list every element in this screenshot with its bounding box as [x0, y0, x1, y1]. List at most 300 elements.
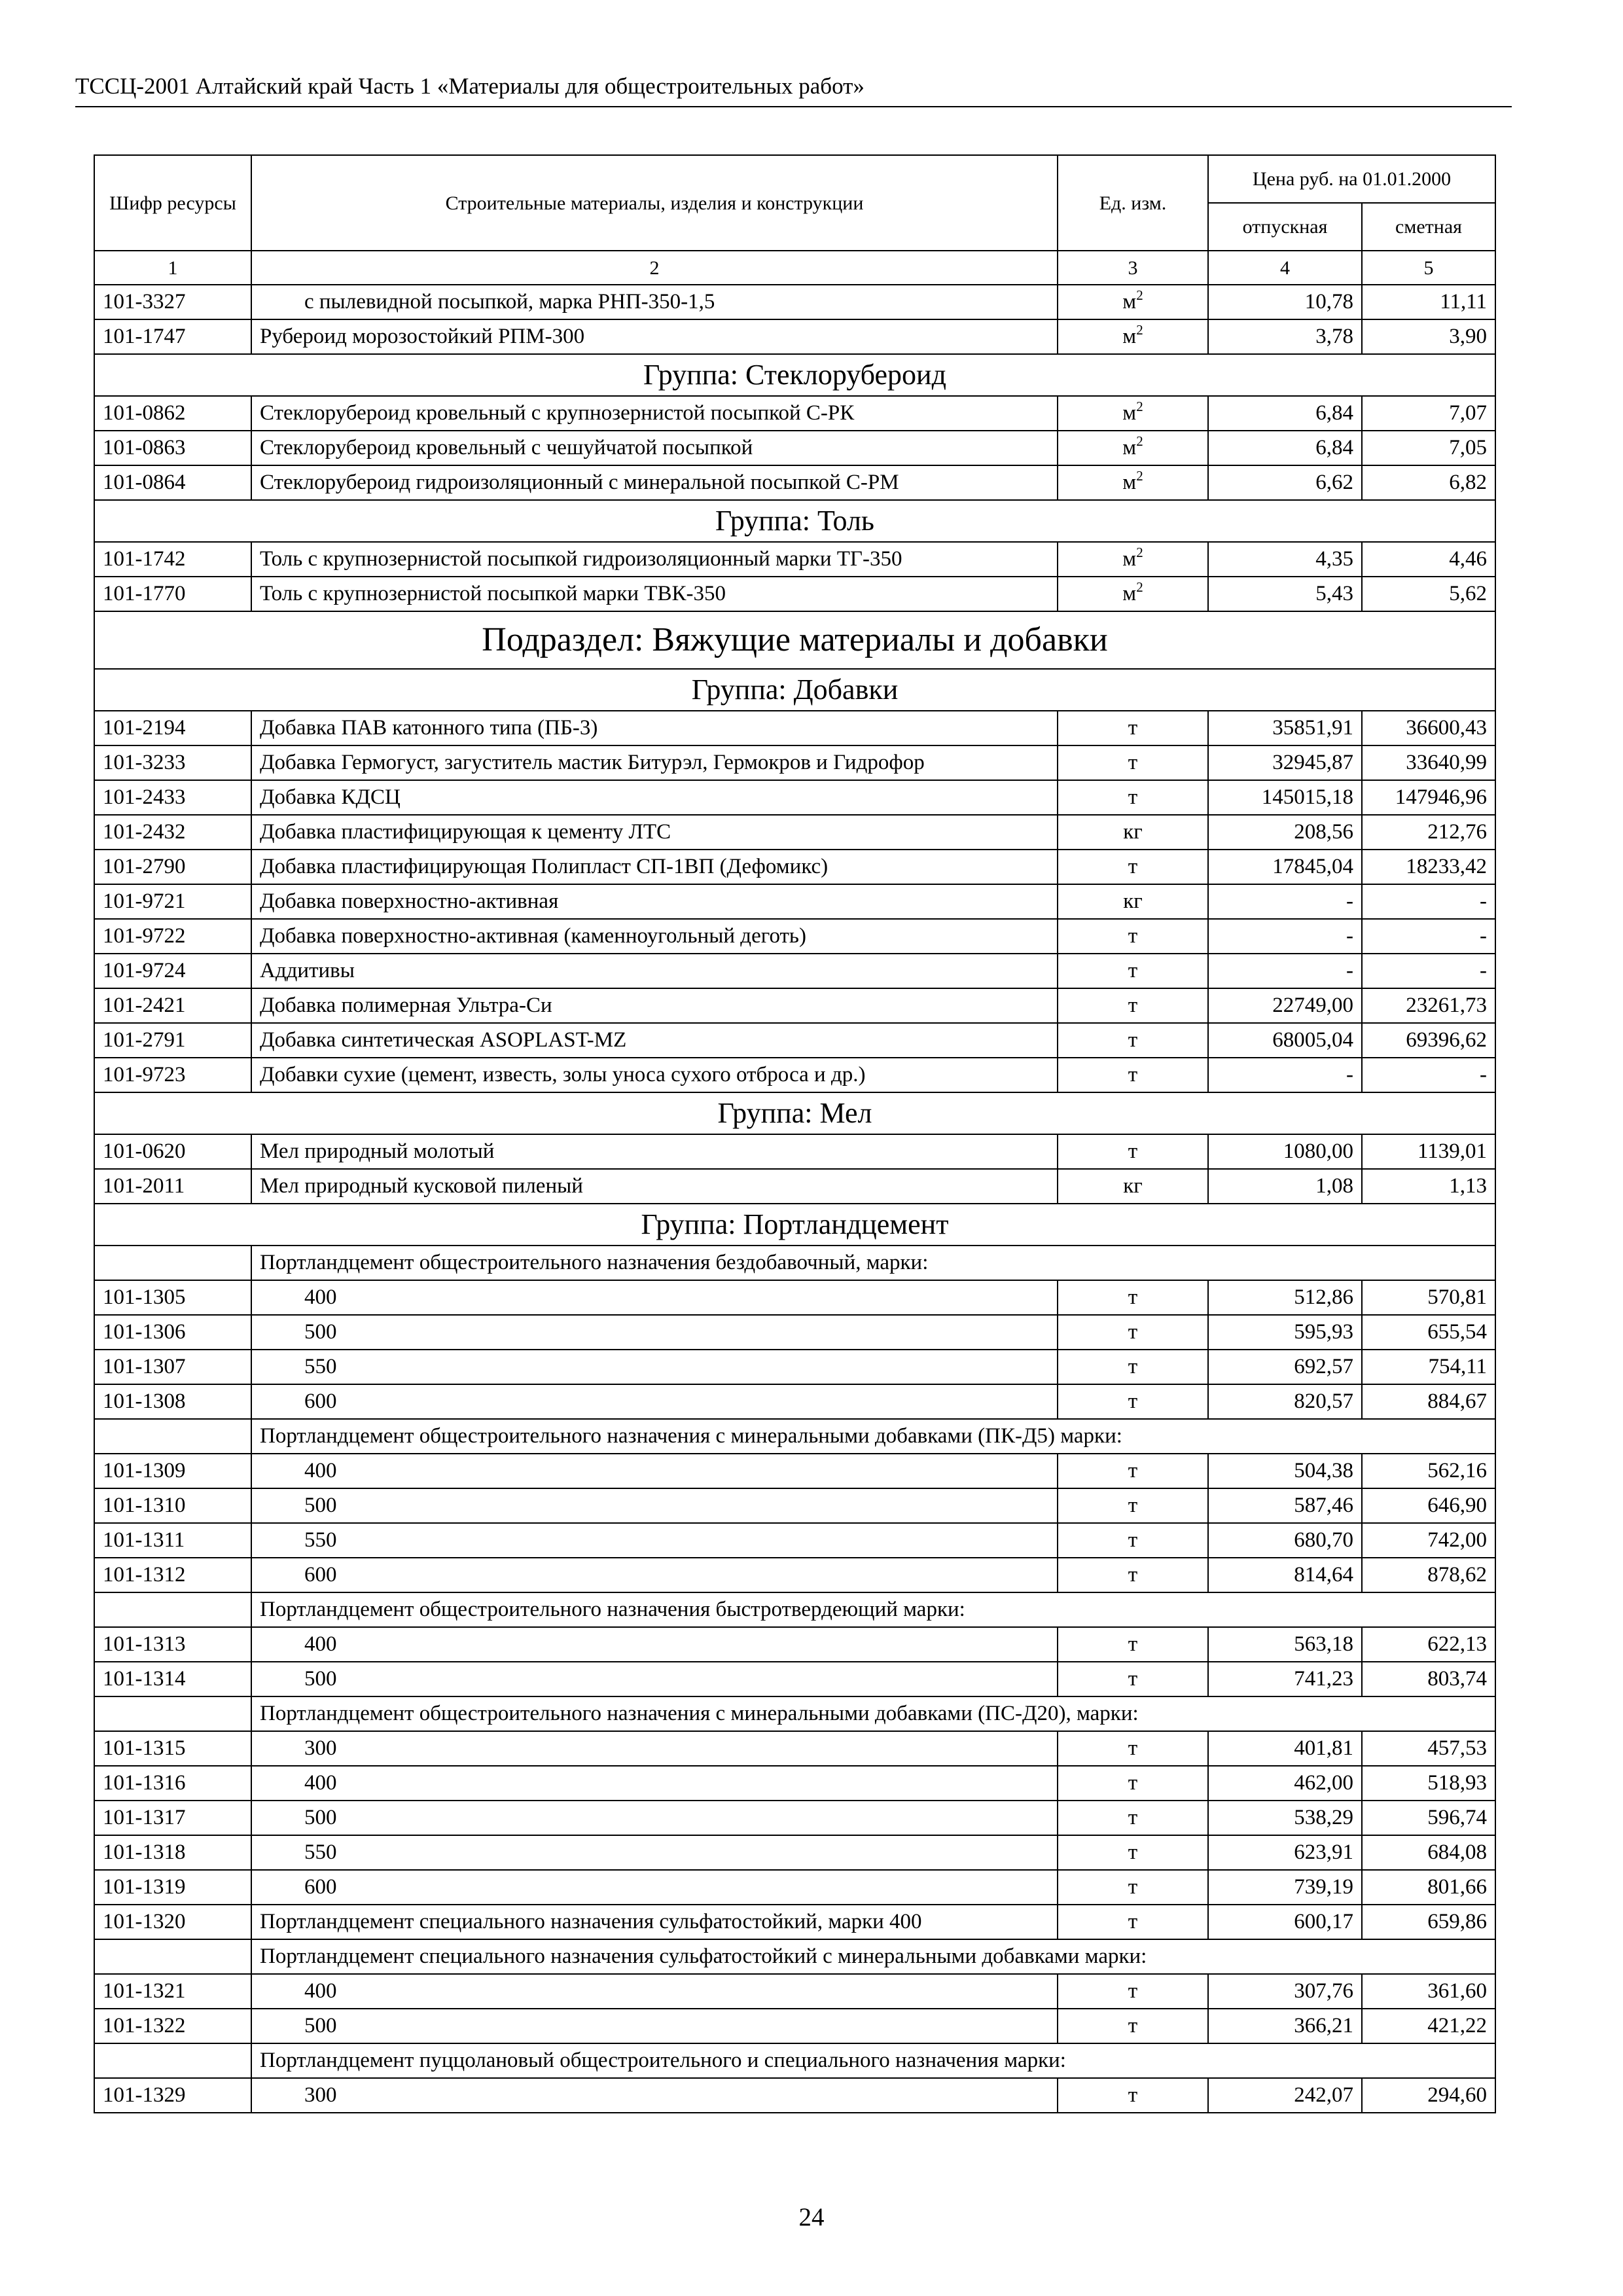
- release-price: 6,84: [1208, 396, 1362, 431]
- estimate-price: 742,00: [1362, 1523, 1495, 1558]
- release-price: 32945,87: [1208, 745, 1362, 780]
- unit-text: т: [1128, 1771, 1138, 1795]
- material-name: 300: [251, 1731, 1058, 1766]
- unit-text: кг: [1123, 889, 1143, 914]
- material-name: 500: [251, 2009, 1058, 2043]
- estimate-price: -: [1362, 1058, 1495, 1092]
- release-price: 1,08: [1208, 1169, 1362, 1204]
- estimate-price: 5,62: [1362, 577, 1495, 611]
- release-price: 512,86: [1208, 1280, 1362, 1315]
- estimate-price: 684,08: [1362, 1835, 1495, 1870]
- release-price: 504,38: [1208, 1454, 1362, 1488]
- material-name: 400: [251, 1454, 1058, 1488]
- estimate-price: 421,22: [1362, 2009, 1495, 2043]
- table-row: [94, 1974, 1495, 2009]
- resource-code: 101-2433: [94, 780, 251, 815]
- section-heading: Подраздел: Вяжущие материалы и добавки: [94, 611, 1495, 669]
- unit-text: т: [1128, 2083, 1138, 2108]
- resource-code: 101-1308: [94, 1384, 251, 1419]
- unit-text: т: [1128, 1528, 1138, 1552]
- subheading-text: Портландцемент общестроительного назначения с минеральными добавками (ПК-Д5) марки:: [251, 1419, 1495, 1454]
- estimate-price: 659,86: [1362, 1905, 1495, 1939]
- subheading-row: [94, 1696, 1495, 1731]
- unit-text: т: [1128, 2014, 1138, 2038]
- unit-cell: [1058, 1662, 1208, 1696]
- table-row: [94, 1870, 1495, 1905]
- unit-text: т: [1128, 1806, 1138, 1830]
- release-price: 401,81: [1208, 1731, 1362, 1766]
- subheading-row: [94, 1419, 1495, 1454]
- subheading-text: Портландцемент общестроительного назначения с минеральными добавками (ПС-Д20), марки:: [251, 1696, 1495, 1731]
- table-row: [94, 396, 1495, 431]
- unit-cell: [1058, 988, 1208, 1023]
- unit-text: м: [1122, 582, 1137, 606]
- table-row: [94, 780, 1495, 815]
- material-name: 400: [251, 1766, 1058, 1801]
- release-price: 3,78: [1208, 319, 1362, 354]
- table-row: [94, 1905, 1495, 1939]
- unit-cell: [1058, 319, 1208, 354]
- resource-code: 101-1318: [94, 1835, 251, 1870]
- subheading-code-cell: [94, 1246, 251, 1280]
- release-price: 462,00: [1208, 1766, 1362, 1801]
- table-row: [94, 1315, 1495, 1350]
- material-name: с пылевидной посыпкой, марка РНП-350-1,5: [251, 285, 1058, 319]
- estimate-price: 655,54: [1362, 1315, 1495, 1350]
- material-name: 600: [251, 1384, 1058, 1419]
- unit-text: т: [1128, 716, 1138, 740]
- unit-text: м: [1122, 325, 1137, 349]
- unit-text: т: [1128, 1028, 1138, 1052]
- table-row: [94, 1731, 1495, 1766]
- group-heading: Группа: Добавки: [94, 669, 1495, 711]
- header-release-price: отпускная: [1208, 203, 1362, 251]
- resource-code: 101-1314: [94, 1662, 251, 1696]
- unit-text: м: [1122, 471, 1137, 495]
- release-price: 680,70: [1208, 1523, 1362, 1558]
- material-name: Добавка ПАВ катонного типа (ПБ-3): [251, 711, 1058, 745]
- price-table: [94, 154, 1496, 2113]
- group-row: [94, 669, 1495, 711]
- resource-code: 101-1322: [94, 2009, 251, 2043]
- unit-text: т: [1128, 1320, 1138, 1344]
- unit-cell: [1058, 780, 1208, 815]
- subheading-code-cell: [94, 1592, 251, 1627]
- estimate-price: 4,46: [1362, 542, 1495, 577]
- unit-cell: [1058, 431, 1208, 465]
- group-heading: Группа: Толь: [94, 500, 1495, 542]
- unit-text: т: [1128, 1139, 1138, 1164]
- unit-cell: [1058, 1801, 1208, 1835]
- subheading-code-cell: [94, 2043, 251, 2078]
- material-name: Стеклорубероид кровельный с крупнозернистой посыпкой С-РК: [251, 396, 1058, 431]
- resource-code: 101-2791: [94, 1023, 251, 1058]
- resource-code: 101-1320: [94, 1905, 251, 1939]
- table-row: [94, 1488, 1495, 1523]
- table-row: [94, 1662, 1495, 1696]
- unit-cell: [1058, 577, 1208, 611]
- resource-code: 101-0864: [94, 465, 251, 500]
- table-row: [94, 2009, 1495, 2043]
- unit-cell: [1058, 1870, 1208, 1905]
- resource-code: 101-9724: [94, 954, 251, 988]
- release-price: 692,57: [1208, 1350, 1362, 1384]
- release-price: 600,17: [1208, 1905, 1362, 1939]
- subheading-row: [94, 1246, 1495, 1280]
- unit-cell: [1058, 1384, 1208, 1419]
- estimate-price: 457,53: [1362, 1731, 1495, 1766]
- subheading-row: [94, 1592, 1495, 1627]
- subheading-text: Портландцемент общестроительного назначения бездобавочный, марки:: [251, 1246, 1495, 1280]
- unit-cell: [1058, 1835, 1208, 1870]
- estimate-price: 11,11: [1362, 285, 1495, 319]
- material-name: Стеклорубероид гидроизоляционный с минеральной посыпкой С-РМ: [251, 465, 1058, 500]
- group-heading: Группа: Мел: [94, 1092, 1495, 1134]
- unit-cell: [1058, 745, 1208, 780]
- table-row: [94, 884, 1495, 919]
- unit-cell: [1058, 1315, 1208, 1350]
- release-price: -: [1208, 884, 1362, 919]
- estimate-price: 69396,62: [1362, 1023, 1495, 1058]
- release-price: 6,62: [1208, 465, 1362, 500]
- unit-cell: [1058, 1905, 1208, 1939]
- material-name: 600: [251, 1870, 1058, 1905]
- unit-cell: [1058, 285, 1208, 319]
- unit-cell: [1058, 542, 1208, 577]
- unit-text: т: [1128, 924, 1138, 948]
- resource-code: 101-1317: [94, 1801, 251, 1835]
- page-number: 24: [798, 2203, 825, 2231]
- table-row: [94, 745, 1495, 780]
- unit-cell: [1058, 1558, 1208, 1592]
- unit-text: т: [1128, 785, 1138, 810]
- resource-code: 101-1307: [94, 1350, 251, 1384]
- table-row: [94, 285, 1495, 319]
- material-name: Аддитивы: [251, 954, 1058, 988]
- estimate-price: 754,11: [1362, 1350, 1495, 1384]
- estimate-price: 596,74: [1362, 1801, 1495, 1835]
- unit-text: т: [1128, 1875, 1138, 1899]
- unit-text: м: [1122, 401, 1137, 425]
- table-row: [94, 711, 1495, 745]
- table-row: [94, 850, 1495, 884]
- resource-code: 101-9722: [94, 919, 251, 954]
- release-price: 6,84: [1208, 431, 1362, 465]
- unit-cell: [1058, 2078, 1208, 2113]
- material-name: 400: [251, 1627, 1058, 1662]
- release-price: 68005,04: [1208, 1023, 1362, 1058]
- estimate-price: 6,82: [1362, 465, 1495, 500]
- release-price: 307,76: [1208, 1974, 1362, 2009]
- unit-cell: [1058, 1766, 1208, 1801]
- material-name: Добавка поверхностно-активная: [251, 884, 1058, 919]
- resource-code: 101-1770: [94, 577, 251, 611]
- subheading-code-cell: [94, 1939, 251, 1974]
- estimate-price: -: [1362, 954, 1495, 988]
- release-price: 563,18: [1208, 1627, 1362, 1662]
- release-price: 17845,04: [1208, 850, 1362, 884]
- unit-text: т: [1128, 1667, 1138, 1691]
- material-name: Добавка поверхностно-активная (каменноугольный деготь): [251, 919, 1058, 954]
- release-price: 587,46: [1208, 1488, 1362, 1523]
- unit-text: т: [1128, 1390, 1138, 1414]
- release-price: 739,19: [1208, 1870, 1362, 1905]
- material-name: Стеклорубероид кровельный с чешуйчатой посыпкой: [251, 431, 1058, 465]
- table-row: [94, 1454, 1495, 1488]
- table-row: [94, 1169, 1495, 1204]
- unit-exponent: 2: [1136, 433, 1143, 450]
- unit-text: т: [1128, 751, 1138, 775]
- header-rule: [75, 106, 1512, 107]
- table-body: [94, 285, 1495, 2113]
- unit-exponent: 2: [1136, 322, 1143, 338]
- table-row: [94, 1134, 1495, 1169]
- subheading-code-cell: [94, 1419, 251, 1454]
- unit-cell: [1058, 1134, 1208, 1169]
- estimate-price: 18233,42: [1362, 850, 1495, 884]
- release-price: 10,78: [1208, 285, 1362, 319]
- column-number: 3: [1058, 251, 1208, 285]
- resource-code: 101-1312: [94, 1558, 251, 1592]
- material-name: 550: [251, 1350, 1058, 1384]
- material-name: Добавки сухие (цемент, известь, золы уноса сухого отброса и др.): [251, 1058, 1058, 1092]
- unit-cell: [1058, 850, 1208, 884]
- column-number: 2: [251, 251, 1058, 285]
- release-price: 1080,00: [1208, 1134, 1362, 1169]
- resource-code: 101-2432: [94, 815, 251, 850]
- unit-cell: [1058, 1731, 1208, 1766]
- material-name: Добавка Гермогуст, загуститель мастик Битурэл, Гермокров и Гидрофор: [251, 745, 1058, 780]
- material-name: Добавка синтетическая ASOPLAST-MZ: [251, 1023, 1058, 1058]
- group-heading: Группа: Портландцемент: [94, 1204, 1495, 1246]
- unit-cell: [1058, 1454, 1208, 1488]
- release-price: 741,23: [1208, 1662, 1362, 1696]
- table-row: [94, 431, 1495, 465]
- unit-text: т: [1128, 1285, 1138, 1310]
- resource-code: 101-1329: [94, 2078, 251, 2113]
- unit-text: м: [1122, 436, 1137, 460]
- unit-text: кг: [1123, 1174, 1143, 1198]
- table-row: [94, 577, 1495, 611]
- unit-cell: [1058, 1974, 1208, 2009]
- resource-code: 101-1310: [94, 1488, 251, 1523]
- estimate-price: -: [1362, 919, 1495, 954]
- release-price: -: [1208, 1058, 1362, 1092]
- resource-code: 101-1311: [94, 1523, 251, 1558]
- subheading-text: Портландцемент специального назначения сульфатостойкий с минеральными добавками марки:: [251, 1939, 1495, 1974]
- subheading-row: [94, 2043, 1495, 2078]
- table-row: [94, 1523, 1495, 1558]
- release-price: 5,43: [1208, 577, 1362, 611]
- unit-text: т: [1128, 1459, 1138, 1483]
- page-header: ТССЦ-2001 Алтайский край Часть 1 «Материалы для общестроительных работ»: [75, 73, 865, 99]
- unit-cell: [1058, 1058, 1208, 1092]
- unit-text: кг: [1123, 820, 1143, 844]
- unit-cell: [1058, 1488, 1208, 1523]
- material-name: 600: [251, 1558, 1058, 1592]
- unit-text: т: [1128, 1063, 1138, 1087]
- material-name: Добавка КДСЦ: [251, 780, 1058, 815]
- subheading-text: Портландцемент общестроительного назначения быстротвердеющий марки:: [251, 1592, 1495, 1627]
- release-price: -: [1208, 919, 1362, 954]
- table-row: [94, 1835, 1495, 1870]
- release-price: 35851,91: [1208, 711, 1362, 745]
- release-price: 366,21: [1208, 2009, 1362, 2043]
- resource-code: 101-3233: [94, 745, 251, 780]
- estimate-price: 570,81: [1362, 1280, 1495, 1315]
- material-name: Добавка пластифицирующая к цементу ЛТС: [251, 815, 1058, 850]
- estimate-price: 518,93: [1362, 1766, 1495, 1801]
- release-price: 814,64: [1208, 1558, 1362, 1592]
- unit-text: т: [1128, 855, 1138, 879]
- unit-exponent: 2: [1136, 579, 1143, 596]
- header-code: Шифр ресурсы: [94, 155, 251, 251]
- estimate-price: 147946,96: [1362, 780, 1495, 815]
- unit-text: т: [1128, 1840, 1138, 1865]
- table-row: [94, 988, 1495, 1023]
- resource-code: 101-1747: [94, 319, 251, 354]
- unit-cell: [1058, 815, 1208, 850]
- table-row: [94, 542, 1495, 577]
- material-name: Толь с крупнозернистой посыпкой гидроизоляционный марки ТГ-350: [251, 542, 1058, 577]
- material-name: Толь с крупнозернистой посыпкой марки ТВК-350: [251, 577, 1058, 611]
- unit-text: т: [1128, 1632, 1138, 1657]
- unit-cell: [1058, 1280, 1208, 1315]
- table-row: [94, 2078, 1495, 2113]
- group-row: [94, 1092, 1495, 1134]
- resource-code: 101-3327: [94, 285, 251, 319]
- header-unit: Ед. изм.: [1058, 155, 1208, 251]
- table-row: [94, 319, 1495, 354]
- unit-text: т: [1128, 1563, 1138, 1587]
- release-price: 820,57: [1208, 1384, 1362, 1419]
- estimate-price: -: [1362, 884, 1495, 919]
- unit-text: т: [1128, 994, 1138, 1018]
- material-name: Добавка пластифицирующая Полипласт СП-1ВП (Дефомикс): [251, 850, 1058, 884]
- material-name: 500: [251, 1662, 1058, 1696]
- subheading-text: Портландцемент пуццолановый общестроительного и специального назначения марки:: [251, 2043, 1495, 2078]
- material-name: 300: [251, 2078, 1058, 2113]
- estimate-price: 646,90: [1362, 1488, 1495, 1523]
- resource-code: 101-1313: [94, 1627, 251, 1662]
- release-price: 208,56: [1208, 815, 1362, 850]
- estimate-price: 622,13: [1362, 1627, 1495, 1662]
- material-name: 400: [251, 1280, 1058, 1315]
- estimate-price: 36600,43: [1362, 711, 1495, 745]
- unit-text: т: [1128, 959, 1138, 983]
- unit-text: т: [1128, 1355, 1138, 1379]
- estimate-price: 3,90: [1362, 319, 1495, 354]
- group-row: [94, 354, 1495, 396]
- unit-cell: [1058, 1523, 1208, 1558]
- release-price: 623,91: [1208, 1835, 1362, 1870]
- release-price: -: [1208, 954, 1362, 988]
- estimate-price: 878,62: [1362, 1558, 1495, 1592]
- unit-cell: [1058, 465, 1208, 500]
- group-heading: Группа: Стеклорубероид: [94, 354, 1495, 396]
- unit-exponent: 2: [1136, 468, 1143, 484]
- material-name: 500: [251, 1315, 1058, 1350]
- material-name: 550: [251, 1835, 1058, 1870]
- unit-cell: [1058, 1350, 1208, 1384]
- material-name: Рубероид морозостойкий РПМ-300: [251, 319, 1058, 354]
- resource-code: 101-1316: [94, 1766, 251, 1801]
- resource-code: 101-0863: [94, 431, 251, 465]
- unit-cell: [1058, 954, 1208, 988]
- section-row: [94, 611, 1495, 669]
- group-row: [94, 500, 1495, 542]
- resource-code: 101-2194: [94, 711, 251, 745]
- table-row: [94, 1058, 1495, 1092]
- table-row: [94, 1801, 1495, 1835]
- column-number: 4: [1208, 251, 1362, 285]
- unit-text: м: [1122, 547, 1137, 571]
- estimate-price: 7,05: [1362, 431, 1495, 465]
- resource-code: 101-1321: [94, 1974, 251, 2009]
- resource-code: 101-9721: [94, 884, 251, 919]
- unit-cell: [1058, 2009, 1208, 2043]
- estimate-price: 562,16: [1362, 1454, 1495, 1488]
- table-row: [94, 1627, 1495, 1662]
- release-price: 595,93: [1208, 1315, 1362, 1350]
- header-name: Строительные материалы, изделия и конструкции: [251, 155, 1058, 251]
- unit-text: т: [1128, 1736, 1138, 1761]
- material-name: Добавка полимерная Ультра-Си: [251, 988, 1058, 1023]
- table-row: [94, 1766, 1495, 1801]
- column-number: 5: [1362, 251, 1495, 285]
- unit-exponent: 2: [1136, 545, 1143, 561]
- material-name: Мел природный молотый: [251, 1134, 1058, 1169]
- unit-cell: [1058, 396, 1208, 431]
- release-price: 538,29: [1208, 1801, 1362, 1835]
- material-name: Портландцемент специального назначения сульфатостойкий, марки 400: [251, 1905, 1058, 1939]
- table-row: [94, 465, 1495, 500]
- estimate-price: 1139,01: [1362, 1134, 1495, 1169]
- table-row: [94, 1558, 1495, 1592]
- unit-text: т: [1128, 1494, 1138, 1518]
- material-name: 550: [251, 1523, 1058, 1558]
- unit-cell: [1058, 884, 1208, 919]
- material-name: Мел природный кусковой пиленый: [251, 1169, 1058, 1204]
- release-price: 242,07: [1208, 2078, 1362, 2113]
- unit-cell: [1058, 711, 1208, 745]
- resource-code: 101-1309: [94, 1454, 251, 1488]
- resource-code: 101-2790: [94, 850, 251, 884]
- release-price: 145015,18: [1208, 780, 1362, 815]
- table-row: [94, 1280, 1495, 1315]
- unit-text: т: [1128, 1979, 1138, 2003]
- resource-code: 101-0862: [94, 396, 251, 431]
- table-row: [94, 919, 1495, 954]
- release-price: 4,35: [1208, 542, 1362, 577]
- material-name: 500: [251, 1801, 1058, 1835]
- subheading-code-cell: [94, 1696, 251, 1731]
- resource-code: 101-0620: [94, 1134, 251, 1169]
- resource-code: 101-1742: [94, 542, 251, 577]
- unit-cell: [1058, 1023, 1208, 1058]
- resource-code: 101-2421: [94, 988, 251, 1023]
- estimate-price: 803,74: [1362, 1662, 1495, 1696]
- resource-code: 101-2011: [94, 1169, 251, 1204]
- table-row: [94, 1350, 1495, 1384]
- resource-code: 101-1306: [94, 1315, 251, 1350]
- resource-code: 101-1305: [94, 1280, 251, 1315]
- estimate-price: 884,67: [1362, 1384, 1495, 1419]
- table-row: [94, 1023, 1495, 1058]
- estimate-price: 294,60: [1362, 2078, 1495, 2113]
- column-number: 1: [94, 251, 251, 285]
- unit-cell: [1058, 1627, 1208, 1662]
